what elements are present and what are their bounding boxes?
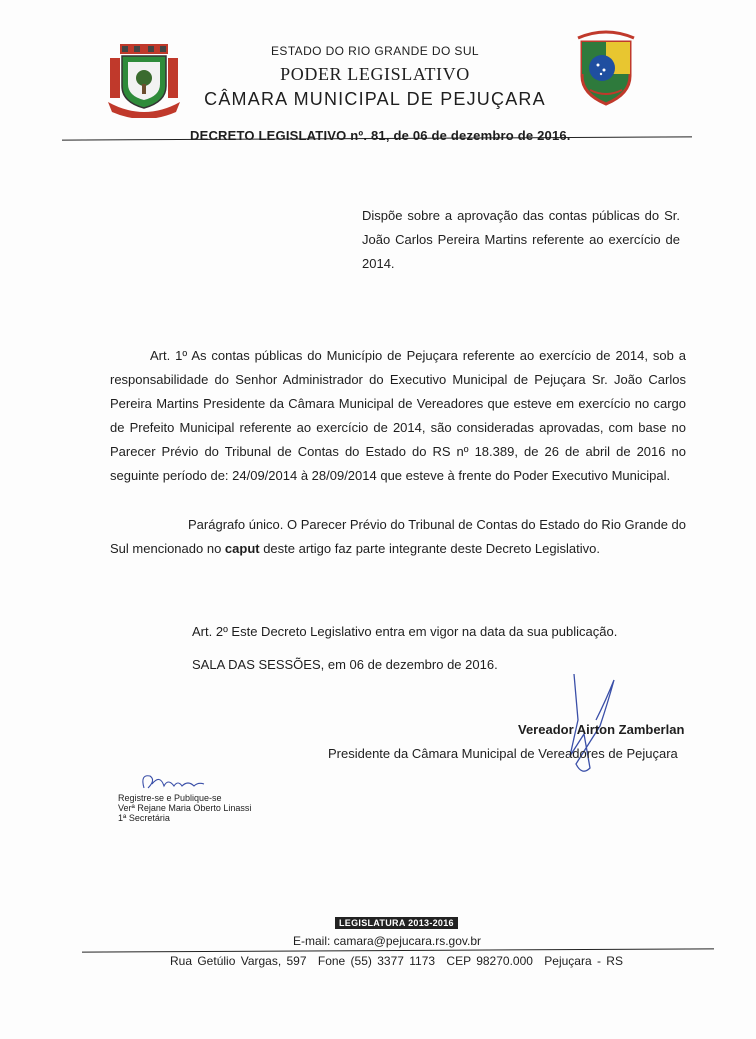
signature-name: Vereador Airton Zamberlan bbox=[518, 722, 685, 737]
footer-street: Rua Getúlio Vargas, 597 bbox=[170, 954, 307, 968]
header-chamber: CÂMARA MUNICIPAL DE PEJUÇARA bbox=[204, 89, 546, 109]
secretary-line-1: Registre-se e Publique-se bbox=[118, 793, 222, 803]
session-line: SALA DAS SESSÕES, em 06 de dezembro de 2016. bbox=[192, 657, 498, 672]
municipal-coat-of-arms-icon bbox=[108, 42, 180, 118]
paragraph-text-after: deste artigo faz parte integrante deste Decreto Legislativo. bbox=[259, 541, 600, 556]
legislature-badge: LEGISLATURA 2013-2016 bbox=[335, 917, 458, 929]
article-1: Art. 1º As contas públicas do Município de Pejuçara referente ao exercício de 2014, sob a responsabilidade do Senhor Administrador do Executivo Municipal de Pejuçara Sr. João Carlos Pereira Martins Presidente da Câmara Municipal de Vereadores que esteve em exercício no cargo de Prefeito Municipal referente ao exercício de 2014, são consideradas aprovadas, com base no Parecer Prévio do Tribunal de Contas do Estado do RS nº 18.389, de 26 de abril de 2016 no seguinte período de: 24/09/2014 à 28/09/2014 que esteve à frente do Poder Executivo Municipal. bbox=[110, 348, 686, 483]
secretary-line-3: 1ª Secretária bbox=[118, 813, 170, 823]
footer-phone: Fone (55) 3377 1173 bbox=[317, 954, 436, 968]
signature-role: Presidente da Câmara Municipal de Vereadores de Pejuçara bbox=[328, 746, 678, 761]
paragraph-caput: caput bbox=[224, 541, 260, 556]
paragraph-text-before: Parágrafo único. O Parecer Prévio do Tribunal de Contas do Estado do Rio Grande do Sul mencionado no bbox=[110, 517, 686, 556]
article-2: Art. 2º Este Decreto Legislativo entra em vigor na data da sua publicação. bbox=[192, 624, 618, 639]
footer-address bbox=[170, 954, 629, 968]
header-state: ESTADO DO RIO GRANDE DO SUL bbox=[271, 44, 479, 58]
footer-cep: CEP 98270.000 bbox=[446, 954, 533, 968]
paragraph-unico bbox=[110, 513, 686, 561]
footer-email: E-mail: camara@pejucara.rs.gov.br bbox=[293, 934, 482, 948]
footer-divider bbox=[82, 948, 714, 952]
secretary-line-2: Verª Rejane Maria Oberto Linassi bbox=[118, 803, 252, 813]
secretary-block bbox=[118, 793, 251, 823]
footer-city: Pejuçara - RS bbox=[544, 954, 623, 968]
ementa: Dispõe sobre a aprovação das contas públicas do Sr. João Carlos Pereira Martins referente ao exercício de 2014. bbox=[362, 208, 680, 271]
chamber-seal-icon bbox=[574, 28, 638, 108]
header-power: PODER LEGISLATIVO bbox=[280, 64, 470, 84]
decree-title: DECRETO LEGISLATIVO nº. 81, de 06 de dezembro de 2016. bbox=[190, 128, 571, 143]
